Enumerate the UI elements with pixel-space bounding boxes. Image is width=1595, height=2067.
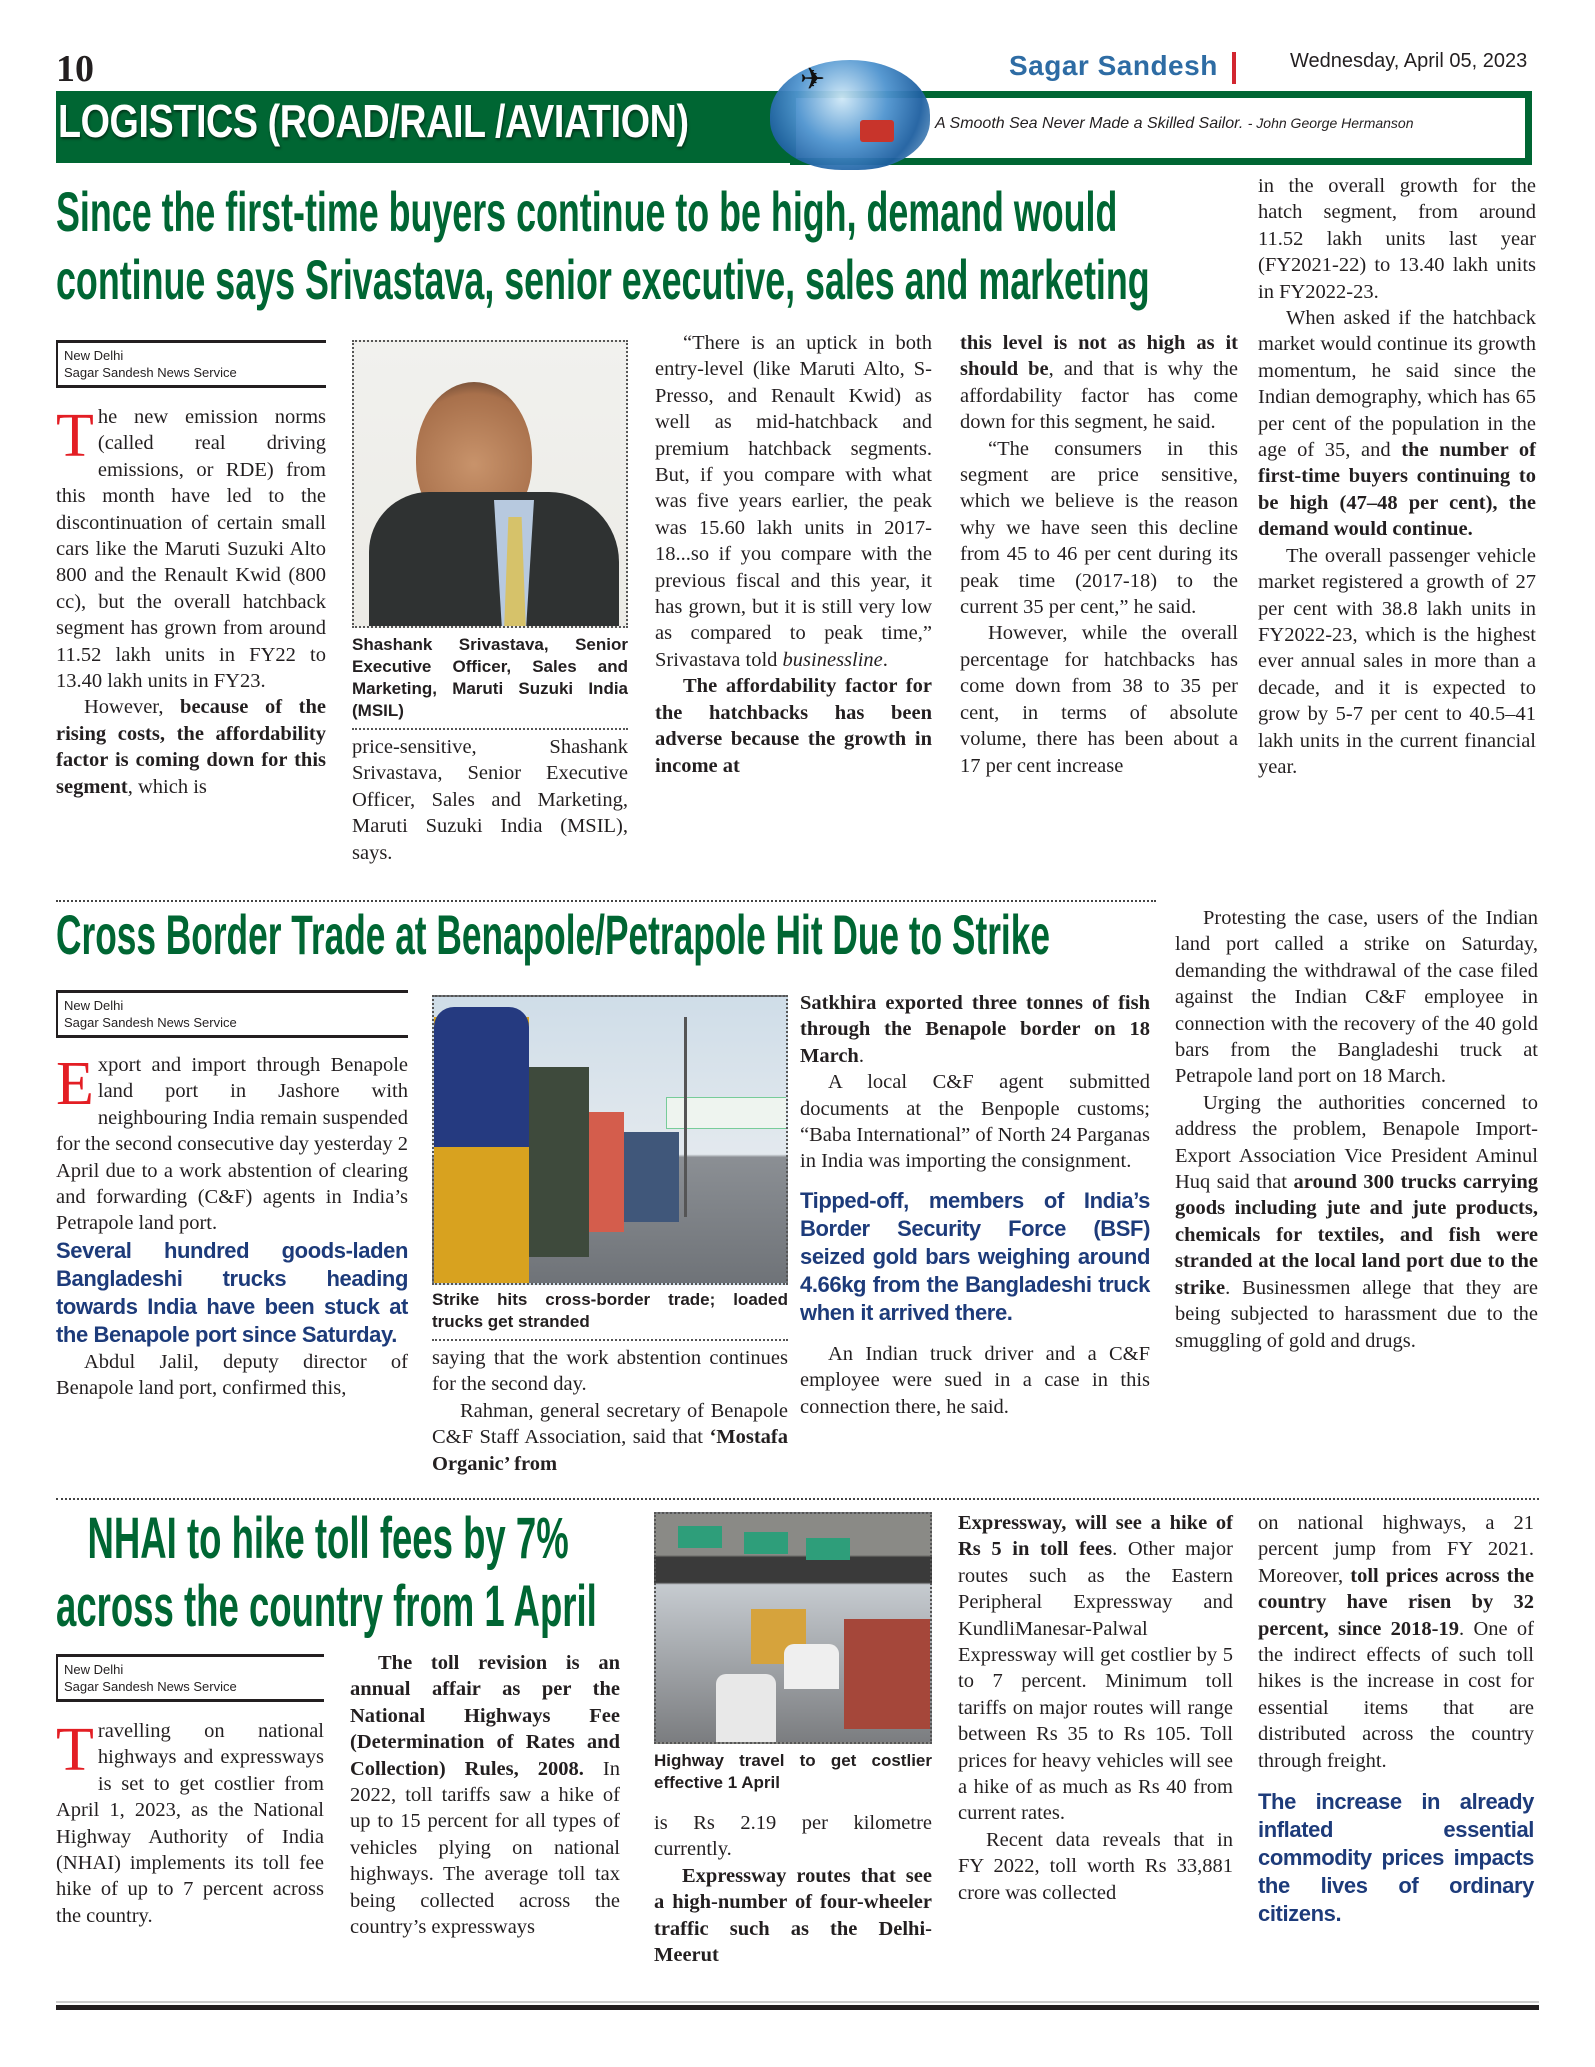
byline-place: New Delhi [64,998,124,1013]
article1-column-1 [56,340,326,800]
paragraph: Rahman, general secretary of Benapole C&F Staff Association, said that [432,1399,788,1449]
toll-sign-shape [806,1538,850,1560]
photo-caption: Shashank Srivastava, Senior Executive Officer, Sales and Marketing, Maruti Suzuki India (MSIL) [352,634,628,730]
toll-sign-shape [678,1526,722,1548]
article2-column-2 [432,995,788,1477]
headline-line: continue says Srivastava, senior executive, sales and marketing [56,248,1150,311]
pull-quote: Several hundred goods-laden Bangladeshi trucks heading towards India have been stuck at the Benapole port since Saturday. [56,1237,408,1347]
paragraph: A local C&F agent submitted documents at the Benpople customs; “Baba International” of North 24 Parganas in India was importing the consignment. [800,1071,1150,1173]
paragraph: “There is an uptick in both entry-level (like Maruti Alto, S-Presso, and Renault Kwid) as well as mid-hatchback and premium hatchback segments. But, if you compare with what was five years earlier, the peak was 15.60 lakh units in 2017-18...so if you compare with the previous fiscal and this year, it has grown, but it is still very low as compared to peak time,” Srivastava told [655,332,932,671]
byline-service: Sagar Sandesh News Service [64,1015,237,1030]
paragraph: on national highways, a 21 percent jump from FY 2021. Moreover, [1258,1512,1534,1587]
article-body [432,1345,788,1477]
car-shape [784,1644,839,1689]
byline [56,990,408,1038]
photo-caption: Highway travel to get costlier effective 1 April [654,1751,932,1792]
paragraph: However, [84,696,164,719]
byline [56,340,326,388]
section-title: LOGISTICS (ROAD/RAIL /AVIATION) [58,95,689,147]
italic-text: businessline [782,648,883,671]
drop-cap: E [56,1050,94,1118]
article1-column-5 [1258,173,1536,780]
car-shape [716,1674,776,1744]
paragraph: xport and import through Benapole land port in Jashore with neighbouring India remain suspended for the second consecutive day yesterday 2 April due to a work abstention of clearing and forwarding (C&F) agents in India’s Petrapole land port. [56,1054,408,1235]
paragraph: “The consumers in this segment are price sensitive, which we believe is the reason why we have seen this decline from 45 to 46 per cent during its peak time (2017-18) to the current 35 per cent,” he said. [960,437,1238,619]
byline-service: Sagar Sandesh News Service [64,1679,237,1694]
article1-column-4 [960,330,1238,779]
lamp-post [684,1017,687,1217]
masthead-logo: Sagar Sandesh [1009,50,1218,81]
paragraph: , which is [127,775,207,798]
quote-author: - John George Hermanson [1247,115,1414,131]
article1-column-2 [352,340,628,866]
paragraph: in the overall growth for the hatch segment, from around 11.52 lakh units last year (FY2021-22) to 13.40 lakh units in FY2022-23. [1258,175,1536,303]
paragraph: The overall passenger vehicle market registered a growth of 27 per cent with 38.8 lakh units in FY2022-23, which is the highest ever annual sales in more than a decade, and it is expected to grow by 5-7 per cent to 40.5–41 lakh units in the current financial year. [1258,544,1536,778]
paragraph: is Rs 2.19 per kilometre currently. [654,1812,932,1861]
paragraph: When asked if the hatchback market would continue its growth momentum, he said since the Indian demography, which has 65 per cent of the population in the age of 35, and [1258,307,1536,462]
paragraph: ravelling on national highways and expressways is set to get costlier from April 1, 2023, as the National Highway Authority of India (NHAI) implements its toll fee hike of up to 7 percent across the country. [56,1720,324,1927]
paragraph: . [858,1044,864,1067]
paragraph: Recent data reveals that in FY 2022, toll worth Rs 33,881 crore was collected [958,1828,1233,1904]
byline [56,1654,324,1702]
masthead-divider [1232,52,1236,84]
paragraph: Protesting the case, users of the Indian land port called a strike on Saturday, demanding the withdrawal of the case filed against the Indian C&F employee in connection with the recovery of the 40 gold bars from the Bangladeshi truck at Petrapole land port on 18 March. [1175,907,1538,1088]
tarp-shape [434,1007,529,1147]
bold-text: ‘Mostafa Organic’ from [432,1426,788,1475]
article3-column-2 [350,1650,620,1940]
paragraph: he new emission norms (called real driving emissions, or RDE) from this month have led to the discontinuation of certain small cars like the Maruti Suzuki Alto 800 and the Renault Kwid (800 cc), but the overall hatchback segment has grown from around 11.52 lakh units in FY22 to 13.40 lakh units in FY23. [56,406,326,693]
issue-date: Wednesday, April 05, 2023 [1290,50,1528,72]
airplane-icon: ✈ [800,63,826,96]
paragraph: Abdul Jalil, deputy director of Benapole land port, confirmed this, [56,1350,408,1400]
bold-text: this level is not as high as it should be [960,332,1238,381]
container-truck-shape [844,1619,932,1729]
article3-headline [56,1505,597,1641]
pull-quote: Tipped-off, members of India’s Border Security Force (BSF) seized gold bars weighing around 4.66kg from the Bangladeshi truck when it arrived there. [800,1187,1150,1325]
article3-column-1 [56,1654,324,1929]
paragraph: . [882,648,888,671]
pull-quote: The increase in already inflated essential commodity prices impacts the lives of ordinary citizens. [1258,1789,1534,1927]
truck-shape [624,1132,679,1222]
masthead-quote [935,115,1414,133]
paragraph: However, while the overall percentage for hatchbacks has come down from 38 to 35 per cent, in terms of absolute volume, there has been about a 17 per cent increase [960,622,1238,777]
bold-text: The affordability factor for the hatchbacks has been adverse because the growth in income at [655,675,932,777]
bold-text: Expressway, will see a hike of Rs 5 in toll fees [958,1512,1233,1561]
paragraph: . One of the indirect effects of such toll hikes is the increase in cost for essential items that are distributed across the country through freight. [1258,1617,1534,1772]
photo-caption: Strike hits cross-border trade; loaded trucks get stranded [432,1289,788,1341]
paragraph: , and that is why the affordability factor has come down for this segment, he said. [960,358,1238,434]
paragraph: price-sensitive, Shashank Srivastava, Senior Executive Officer, Sales and Marketing, Maruti Suzuki India (MSIL), says. [352,736,628,864]
article2-column-3 [800,990,1150,1420]
article3-column-5 [1258,1510,1534,1928]
headline-line: across the country from 1 April [56,1574,597,1639]
headline-line: Since the first-time buyers continue to be high, demand would [56,180,1118,243]
bold-text: Expressway routes that see a high-number of four-wheeler traffic such as the Delhi-Meerut [654,1864,932,1967]
article-body [654,1810,932,1968]
quote-text: A Smooth Sea Never Made a Skilled Sailor. [935,115,1244,132]
toll-plaza-photo [654,1512,932,1744]
drop-cap: T [56,1716,94,1784]
paragraph: . Other major routes such as the Eastern Peripheral Expressway and KundliManesar-Palwal Expressway will get costlier by 5 to 7 percent. Minimum toll tariffs on major routes will range between Rs 35 to Rs 105. Toll prices for heavy vehicles will see a hike of as much as Rs 40 from current rates. [958,1538,1233,1825]
byline-place: New Delhi [64,1662,124,1677]
footer-rule-shadow [56,2001,1539,2003]
page-number: 10 [56,48,94,90]
article1-column-3 [655,330,932,779]
trucks-photo [432,995,788,1285]
bold-text: because of the rising costs, the affordability factor is coming down for this segment [56,696,326,798]
suit-shape [369,492,619,628]
paragraph: Urging the authorities concerned to address the problem, Benapole Import-Export Association Vice President Aminul Huq said that [1175,1091,1538,1194]
bold-text: toll prices across the country have risen by 32 percent, since 2018-19 [1258,1564,1535,1640]
article-body [56,1718,324,1929]
article2-headline: Cross Border Trade at Benapole/Petrapole Hit Due to Strike [56,903,1050,966]
article2-column-1 [56,990,408,1402]
truck-shape [589,1112,624,1232]
bold-text: Satkhira exported three tonnes of fish through the Benapole border on 18 March [800,992,1150,1067]
section-divider [56,900,1156,902]
article2-column-4 [1175,905,1538,1354]
logistics-globe-icon [770,60,930,170]
paragraph: An Indian truck driver and a C&F employee were sued in a case in this connection there, he said. [800,1342,1150,1418]
drop-cap: T [56,402,94,470]
headline-line: NHAI to hike toll fees by 7% [87,1506,569,1571]
truck-icon [860,120,894,142]
section-divider [56,1498,1539,1500]
portrait-photo [352,340,628,628]
byline-service: Sagar Sandesh News Service [64,365,237,380]
article3-column-3 [654,1512,932,1968]
article3-column-4 [958,1510,1233,1906]
bold-text: The toll revision is an annual affair as per the National Highways Fee (Determination of Rates and Collection) Rules, 2008. [350,1652,620,1780]
footer-rule [56,2005,1539,2010]
byline-place: New Delhi [64,348,124,363]
article-body [56,404,326,800]
truck-shape [529,1067,589,1257]
article1-headline [56,178,1150,314]
toll-sign-shape [744,1532,788,1554]
article-body [56,1052,408,1402]
article-body [352,734,628,866]
paragraph: In 2022, toll tariffs saw a hike of up to 15 percent for all types of vehicles plying on national highways. The average toll tax being collected across the country’s expressways [350,1757,620,1939]
paragraph: . Businessmen allege that they are being subjected to harassment due to the smuggling of gold and drugs. [1175,1276,1538,1352]
bold-text: the number of first-time buyers continuing to be high (47–48 per cent), the demand would continue. [1258,439,1537,541]
paragraph: saying that the work abstention continues for the second day. [432,1347,788,1396]
bold-text: around 300 trucks carrying goods including jute and jute products, chemicals for textiles, and fish were stranded at the local land port due to the strike [1175,1171,1538,1299]
